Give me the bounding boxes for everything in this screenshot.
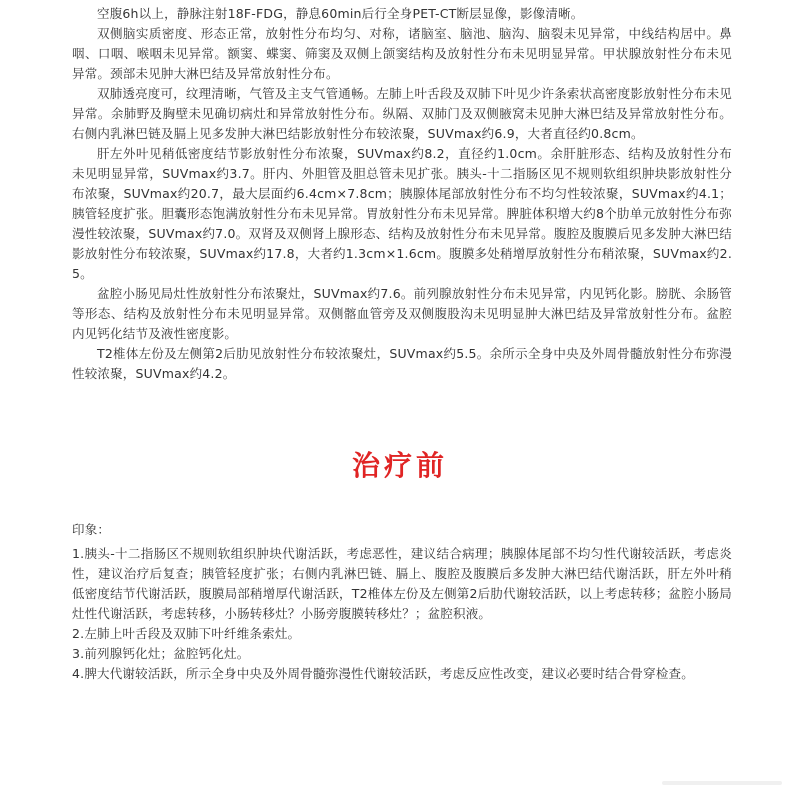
impression-item-3: 3.前列腺钙化灶；盆腔钙化灶。 <box>72 646 250 661</box>
findings-paragraph-chest: 双肺透亮度可，纹理清晰，气管及主支气管通畅。左肺上叶舌段及双肺下叶见少许条索状高密度影放射性分布未见异常。余肺野及胸壁未见确切病灶和异常放射性分布。纵隔、双肺门及双侧腋窝未见肿大淋巴结及异常放射性分布。右侧内乳淋巴链及膈上见多发肿大淋巴结影放射性分布较浓聚，SUVmax约6.9，大者直径约0.8cm。 <box>72 86 733 141</box>
findings-paragraph-abdomen: 肝左外叶见稍低密度结节影放射性分布浓聚，SUVmax约8.2，直径约1.0cm。余肝脏形态、结构及放射性分布未见明显异常，SUVmax约3.7。肝内、外胆管及胆总管未见扩张。胰头-十二指肠区见不规则软组织肿块影放射性分布浓聚，SUVmax约20.7，最大层面约6.4cm×7.8cm；胰腺体尾部放射性分布不均匀性较浓聚，SUVmax约4.1；胰管轻度扩张。胆囊形态饱满放射性分布未见异常。胃放射性分布未见异常。脾脏体积增大约8个肋单元放射性分布弥漫性较浓聚，SUVmax约7.0。双肾及双侧肾上腺形态、结构及放射性分布未见异常。腹腔及腹膜后见多发肿大淋巴结影放射性分布较浓聚，SUVmax约17.8，大者约1.3cm×1.6cm。腹膜多处稍增厚放射性分布稍浓聚，SUVmax约2.5。 <box>72 146 732 281</box>
impression-heading: 印象： <box>72 522 111 537</box>
section-title-before-treatment: 治疗前 <box>351 449 448 482</box>
impression-item-1: 1.胰头-十二指肠区不规则软组织肿块代谢活跃，考虑恶性，建议结合病理；胰腺体尾部不均匀性代谢较活跃，考虑炎性，建议治疗后复查；胰管轻度扩张；右侧内乳淋巴链、膈上、腹腔及腹膜后多发肿大淋巴结代谢活跃，肝左外叶稍低密度结节代谢活跃，腹膜局部稍增厚代谢活跃，T2椎体左份及左侧第2后肋代谢较活跃，以上考虑转移；盆腔小肠局灶性代谢活跃，考虑转移，小肠转移灶？小肠旁腹膜转移灶？；盆腔积液。 <box>72 546 732 621</box>
findings-paragraph-head-neck: 双侧脑实质密度、形态正常，放射性分布均匀、对称，诸脑室、脑池、脑沟、脑裂未见异常，中线结构居中。鼻咽、口咽、喉咽未见异常。额窦、蝶窦、筛窦及双侧上颌窦结构及放射性分布未见明显异常。甲状腺放射性分布未见异常。颈部未见肿大淋巴结及异常放射性分布。 <box>72 26 732 81</box>
findings-paragraph-bone: T2椎体左份及左侧第2后肋见放射性分布较浓聚灶，SUVmax约5.5。余所示全身中央及外周骨髓放射性分布弥漫性较浓聚，SUVmax约4.2。 <box>72 346 732 381</box>
impression-item-2: 2.左肺上叶舌段及双肺下叶纤维条索灶。 <box>72 626 301 641</box>
impression-section <box>72 520 732 684</box>
findings-section <box>72 4 732 384</box>
findings-paragraph-preparation: 空腹6h以上，静脉注射18F-FDG，静息60min后行全身PET-CT断层显像，影像清晰。 <box>97 6 584 21</box>
faint-watermark-mark <box>662 776 782 790</box>
findings-paragraph-pelvis: 盆腔小肠见局灶性放射性分布浓聚灶，SUVmax约7.6。前列腺放射性分布未见异常，内见钙化影。膀胱、余肠管等形态、结构及放射性分布未见明显异常。双侧髂血管旁及双侧腹股沟未见明显肿大淋巴结及异常放射性分布。盆腔内见钙化结节及液性密度影。 <box>72 286 732 341</box>
impression-item-4: 4.脾大代谢较活跃，所示全身中央及外周骨髓弥漫性代谢较活跃，考虑反应性改变，建议必要时结合骨穿检查。 <box>72 666 694 681</box>
